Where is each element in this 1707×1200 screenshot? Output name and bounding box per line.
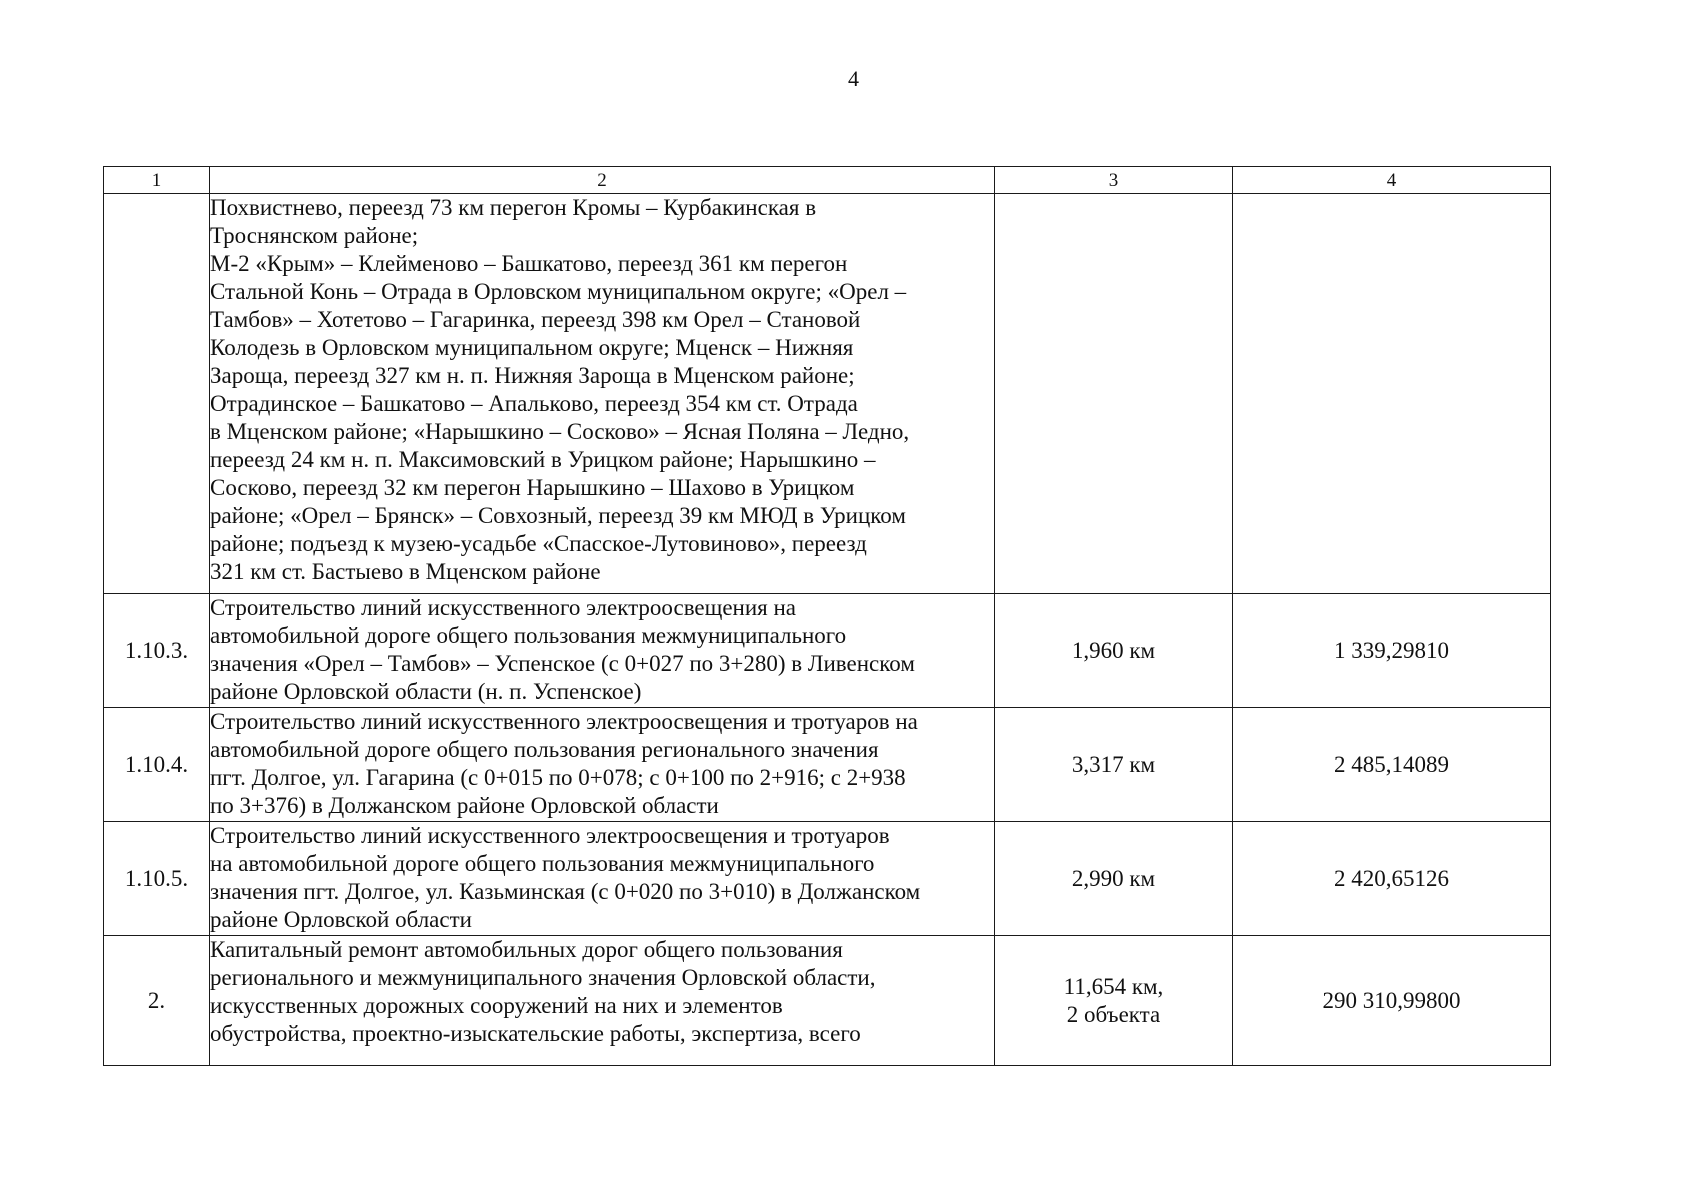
quantity-line: 2,990 км bbox=[1071, 865, 1156, 891]
description-line: значения «Орел – Тамбов» – Успенское (с 0+027 по 3+280) в Ливенском bbox=[210, 651, 915, 676]
description-line: пгт. Долгое, ул. Гагарина (с 0+015 по 0+078; с 0+100 по 2+916; с 2+938 bbox=[210, 765, 906, 790]
row-number: 2. bbox=[104, 936, 210, 1066]
row-amount: 2 485,14089 bbox=[1233, 708, 1551, 822]
page-number: 4 bbox=[848, 66, 859, 91]
description-line: Строительство линий искусственного электроосвещения на bbox=[210, 595, 797, 620]
row-description bbox=[210, 194, 995, 594]
quantity-line: 1,960 км bbox=[1071, 637, 1156, 663]
table-row bbox=[104, 594, 1551, 708]
description-line: районе Орловской области bbox=[210, 907, 472, 932]
row-amount: 1 339,29810 bbox=[1233, 594, 1551, 708]
column-header-2: 2 bbox=[210, 167, 995, 194]
description-line: искусственных дорожных сооружений на них и элементов bbox=[210, 993, 783, 1018]
row-number: 1.10.5. bbox=[104, 822, 210, 936]
table-body bbox=[104, 194, 1551, 1066]
table-row bbox=[104, 936, 1551, 1066]
description-line: 321 км ст. Бастыево в Мценском районе bbox=[210, 559, 601, 584]
description-line: районе; «Орел – Брянск» – Совхозный, переезд 39 км МЮД в Урицком bbox=[210, 503, 906, 528]
description-line: районе Орловской области (н. п. Успенское) bbox=[210, 679, 642, 704]
description-line: обустройства, проектно-изыскательские работы, экспертиза, всего bbox=[210, 1021, 861, 1046]
quantity-line: 11,654 км, bbox=[1063, 973, 1164, 999]
description-line: автомобильной дороге общего пользования межмуниципального bbox=[210, 623, 847, 648]
description-line: Тамбов» – Хотетово – Гагаринка, переезд 398 км Орел – Становой bbox=[210, 307, 861, 332]
description-line: Похвистнево, переезд 73 км перегон Кромы – Курбакинская в bbox=[210, 195, 817, 220]
description-line: Зароща, переезд 327 км н. п. Нижняя Зароща в Мценском районе; bbox=[210, 363, 855, 388]
description-line: на автомобильной дороге общего пользования межмуниципального bbox=[210, 851, 875, 876]
row-description bbox=[210, 594, 995, 708]
row-amount bbox=[1233, 194, 1551, 594]
column-header-1: 1 bbox=[104, 167, 210, 194]
table-header-row bbox=[104, 167, 1551, 194]
description-line: по 3+376) в Должанском районе Орловской области bbox=[210, 793, 719, 818]
row-quantity bbox=[995, 194, 1233, 594]
description-line: переезд 24 км н. п. Максимовский в Урицком районе; Нарышкино – bbox=[210, 447, 876, 472]
quantity-line: 3,317 км bbox=[1071, 751, 1156, 777]
row-description bbox=[210, 708, 995, 822]
description-line: Троснянском районе; bbox=[210, 223, 419, 248]
table-row bbox=[104, 194, 1551, 594]
description-line: значения пгт. Долгое, ул. Казьминская (с 0+020 по 3+010) в Должанском bbox=[210, 879, 921, 904]
row-quantity bbox=[995, 708, 1233, 822]
table-row bbox=[104, 822, 1551, 936]
quantity-line: 2 объекта bbox=[1066, 1001, 1161, 1027]
description-line: Капитальный ремонт автомобильных дорог общего пользования bbox=[210, 937, 843, 962]
row-quantity bbox=[995, 822, 1233, 936]
row-number bbox=[104, 194, 210, 594]
description-line: Сосково, переезд 32 км перегон Нарышкино – Шахово в Урицком bbox=[210, 475, 855, 500]
description-line: автомобильной дороге общего пользования регионального значения bbox=[210, 737, 879, 762]
table-row bbox=[104, 708, 1551, 822]
row-description bbox=[210, 822, 995, 936]
row-quantity bbox=[995, 594, 1233, 708]
column-header-3: 3 bbox=[995, 167, 1233, 194]
row-amount: 2 420,65126 bbox=[1233, 822, 1551, 936]
description-line: Строительство линий искусственного электроосвещения и тротуаров на bbox=[210, 709, 918, 734]
row-quantity bbox=[995, 936, 1233, 1066]
row-amount: 290 310,99800 bbox=[1233, 936, 1551, 1066]
description-line: районе; подъезд к музею-усадьбе «Спасское-Лутовиново», переезд bbox=[210, 531, 867, 556]
description-line: в Мценском районе; «Нарышкино – Сосково» – Ясная Поляна – Ледно, bbox=[210, 419, 910, 444]
column-header-4: 4 bbox=[1233, 167, 1551, 194]
row-description bbox=[210, 936, 995, 1066]
row-number: 1.10.3. bbox=[104, 594, 210, 708]
description-line: Отрадинское – Башкатово – Апальково, переезд 354 км ст. Отрада bbox=[210, 391, 858, 416]
description-line: М-2 «Крым» – Клейменово – Башкатово, переезд 361 км перегон bbox=[210, 251, 848, 276]
description-line: Стальной Конь – Отрада в Орловском муниципальном округе; «Орел – bbox=[210, 279, 907, 304]
description-line: Колодезь в Орловском муниципальном округе; Мценск – Нижняя bbox=[210, 335, 854, 360]
description-line: Строительство линий искусственного электроосвещения и тротуаров bbox=[210, 823, 890, 848]
works-table bbox=[103, 166, 1551, 1066]
row-number: 1.10.4. bbox=[104, 708, 210, 822]
description-line: регионального и межмуниципального значения Орловской области, bbox=[210, 965, 876, 990]
